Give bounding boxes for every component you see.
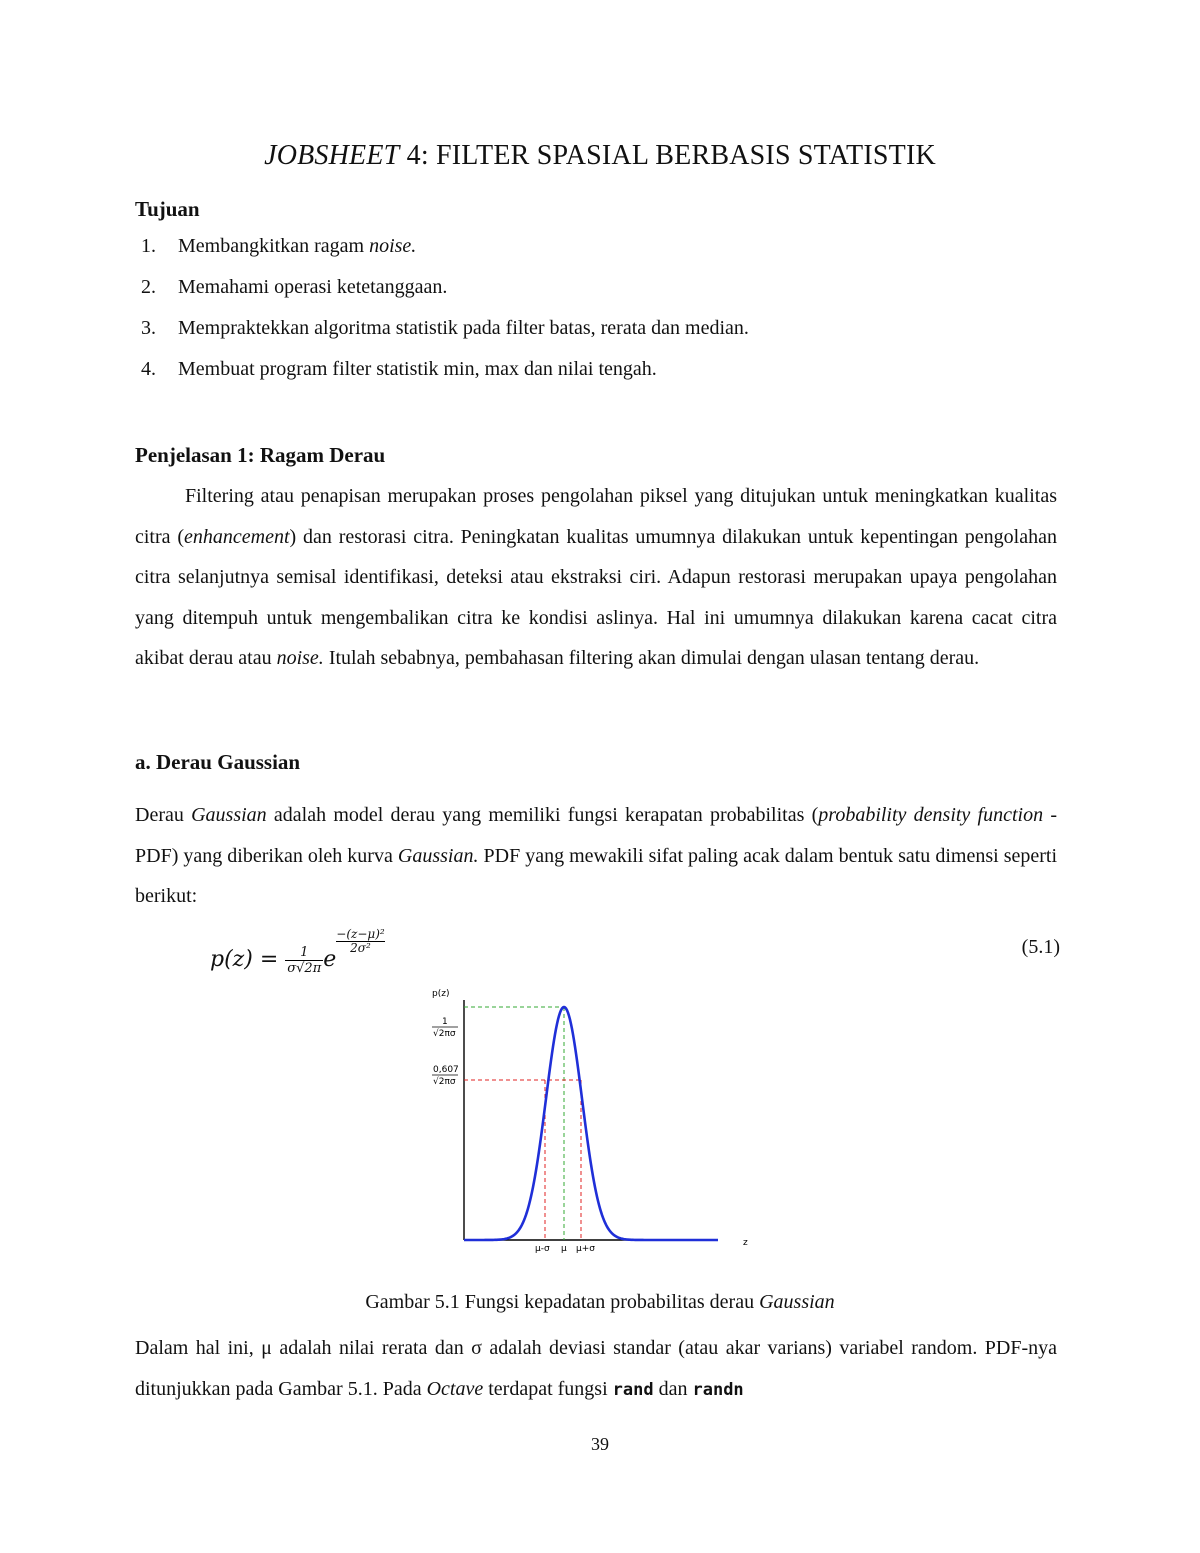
paragraph-text: Filtering atau penapisan merupakan proses pengolahan piksel yang ditujukan untuk meningkatkan kualitas citra ( [135, 485, 1057, 548]
paragraph-text: dan [653, 1377, 693, 1400]
x-tick-mu-plus-sigma: μ+σ [576, 1244, 595, 1254]
list-number: 1. [141, 235, 156, 257]
paragraph-text: - PDF) yang diberikan oleh kurva [135, 804, 1057, 867]
paragraph-text: Dalam hal ini, μ adalah nilai rerata dan σ adalah deviasi standar (atau akar varians) variabel random. PDF-nya ditunjukkan pada Gambar 5.1. Pada [135, 1337, 1057, 1400]
paragraph-italic: Gaussian. [397, 844, 479, 867]
paragraph-text: adalah model derau yang memiliki fungsi kerapatan probabilitas ( [266, 804, 819, 826]
list-italic: noise. [369, 235, 417, 257]
y-tick-peak-num: 1 [442, 1017, 448, 1027]
y-tick-peak-den: √2πσ [433, 1029, 456, 1039]
list-text: Membuat program filter statistik min, max dan nilai tengah. [178, 358, 657, 380]
fraction-denominator: σ√2π [287, 960, 322, 976]
y-tick-sigma-den: √2πσ [433, 1077, 456, 1087]
gaussian-curve [464, 1007, 718, 1240]
list-number: 4. [141, 358, 156, 380]
exponent-numerator: −(z−μ)² [336, 927, 385, 941]
figure-caption [0, 1291, 1200, 1314]
paragraph-text: ) dan restorasi citra. Peningkatan kualitas umumnya dilakukan untuk kepentingan pengolahan citra selanjutnya semisal identifikasi, deteksi atau ekstraksi ciri. Adapun restorasi merupakan upaya pengolahan yang ditempuh untuk mengembalikan citra ke kondisi aslinya. Hal ini umumnya dilakukan karena cacat citra akibat derau atau [135, 525, 1057, 670]
tujuan-heading: Tujuan [135, 197, 200, 221]
x-tick-mu: μ [561, 1244, 567, 1254]
page-number: 39 [591, 1434, 609, 1454]
list-text: Memahami operasi ketetanggaan. [178, 276, 448, 298]
paragraph-italic: probability density function [818, 804, 1044, 826]
penjelasan-heading: Penjelasan 1: Ragam Derau [135, 443, 386, 467]
paragraph-closing [135, 1328, 1057, 1410]
paragraph-italic: enhancement [184, 525, 290, 548]
list-number: 3. [141, 317, 156, 339]
y-tick-sigma-num: 0,607 [433, 1065, 459, 1075]
paragraph-text: terdapat fungsi [483, 1377, 613, 1400]
paragraph-italic: Gaussian [191, 804, 267, 826]
exponent-denominator: 2σ² [350, 941, 371, 955]
paragraph-italic: Octave [426, 1377, 484, 1400]
fraction-numerator: 1 [285, 945, 323, 961]
y-axis-label: p(z) [432, 989, 450, 999]
caption-text: Gambar 5.1 Fungsi kepadatan probabilitas derau [365, 1291, 760, 1313]
title-italic: JOBSHEET [264, 140, 400, 171]
list-text: Membangkitkan ragam [178, 235, 370, 257]
equation-base: e [323, 947, 337, 972]
list-text: Mempraktekkan algoritma statistik pada filter batas, rerata dan median. [178, 317, 749, 339]
gaussian-heading: a. Derau Gaussian [135, 750, 301, 774]
equation-lhs: p(z) = [210, 947, 286, 972]
code-randn: randn [692, 1379, 744, 1400]
paragraph-italic: noise. [276, 647, 324, 670]
list-number: 2. [141, 276, 156, 298]
paragraph-text: Itulah sebabnya, pembahasan filtering akan dimulai dengan ulasan tentang derau. [323, 647, 980, 670]
code-rand: rand [612, 1379, 654, 1400]
x-axis-label: z [743, 1238, 748, 1248]
paragraph-text: PDF yang mewakili sifat paling acak dalam bentuk satu dimensi seperti berikut: [135, 844, 1058, 908]
paragraph-text: Derau [135, 804, 192, 826]
title-rest: 4: FILTER SPASIAL BERBASIS STATISTIK [399, 140, 936, 171]
x-tick-mu-minus-sigma: μ-σ [535, 1244, 550, 1254]
caption-italic: Gaussian [759, 1291, 835, 1313]
equation-number: (5.1) [1021, 936, 1060, 958]
